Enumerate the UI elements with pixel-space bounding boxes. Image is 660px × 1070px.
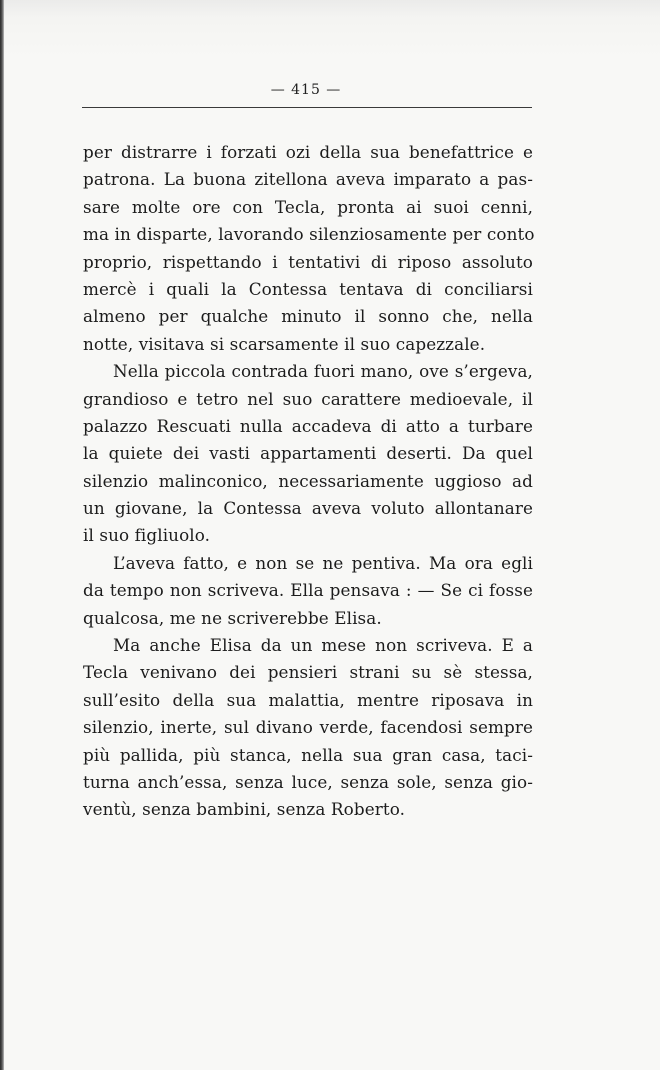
text-line: patrona. La buona zitellona aveva imparato a pas- <box>83 169 533 190</box>
text-line: ma in disparte, lavorando silenziosamente per conto <box>83 224 535 245</box>
text-line: Ma anche Elisa da un mese non scriveva. E a <box>113 635 533 656</box>
body-text <box>83 139 533 824</box>
text-line: Nella piccola contrada fuori mano, ove s’ergeva, <box>113 361 533 382</box>
text-line: sull’esito della sua malattia, mentre riposava in <box>83 689 533 710</box>
text-line: mercè i quali la Contessa tentava di conciliarsi <box>83 278 533 299</box>
binding-edge <box>0 0 4 1070</box>
text-line: Tecla venivano dei pensieri strani su sè stessa, <box>83 662 533 683</box>
text-line: silenzio, inerte, sul divano verde, facendosi sempre <box>83 717 533 738</box>
page-number: — 415 — <box>270 82 342 98</box>
text-line: grandioso e tetro nel suo carattere medioevale, il <box>83 388 533 409</box>
text-line: palazzo Rescuati nulla accadeva di atto a turbare <box>83 415 533 436</box>
text-line: più pallida, più stanca, nella sua gran casa, taci- <box>83 744 533 765</box>
text-line: la quiete dei vasti appartamenti deserti. Da quel <box>83 443 533 464</box>
text-line: qualcosa, me ne scriverebbe Elisa. <box>83 607 382 628</box>
text-line: il suo figliuolo. <box>83 525 211 546</box>
text-line: L’aveva fatto, e non se ne pentiva. Ma ora egli <box>113 552 533 573</box>
text-line: per distrarre i forzati ozi della sua benefattrice e <box>83 142 533 162</box>
text-line: un giovane, la Contessa aveva voluto allontanare <box>83 498 533 519</box>
text-line: turna anch’essa, senza luce, senza sole, senza gio- <box>83 771 533 792</box>
text-line: sare molte ore con Tecla, pronta ai suoi cenni, <box>83 196 533 217</box>
text-line: almeno per qualche minuto il sonno che, nella <box>83 306 533 327</box>
text-line: silenzio malinconico, necessariamente uggioso ad <box>83 470 533 491</box>
text-line: proprio, rispettando i tentativi di riposo assoluto <box>83 251 533 272</box>
text-line: da tempo non scriveva. Ella pensava : — Se ci fosse <box>83 580 533 601</box>
text-line: ventù, senza bambini, senza Roberto. <box>83 799 406 820</box>
text-line: notte, visitava si scarsamente il suo capezzale. <box>83 333 486 354</box>
header-rule <box>82 107 532 108</box>
page-header <box>80 78 532 112</box>
